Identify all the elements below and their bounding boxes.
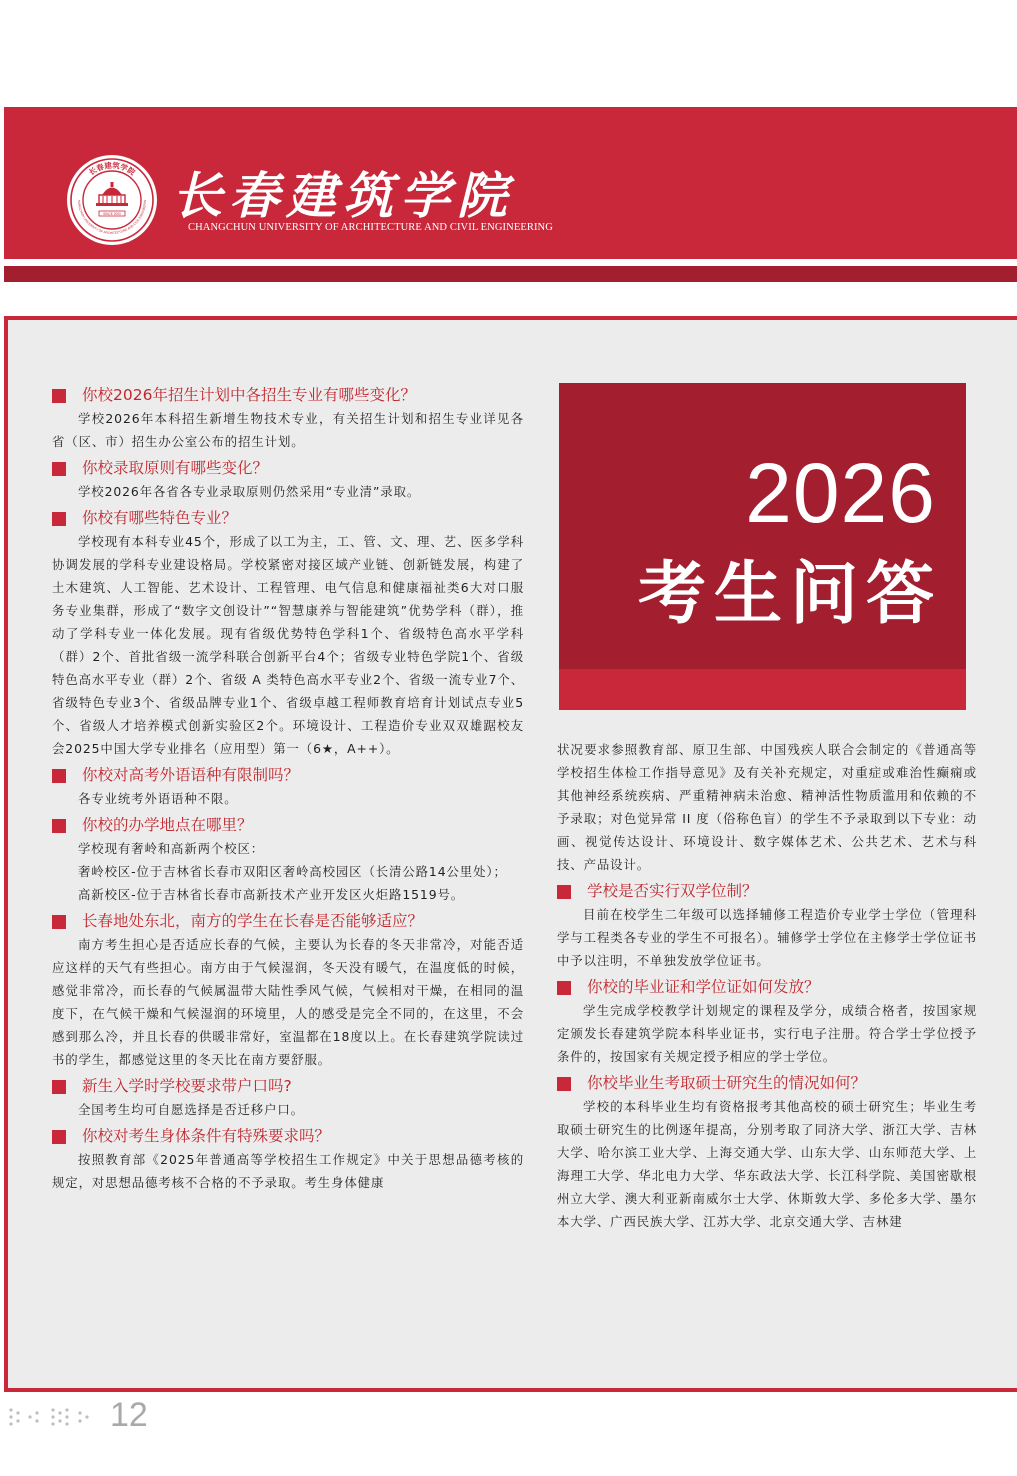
red-square-bullet-icon [52, 769, 66, 783]
red-square-bullet-icon [52, 819, 66, 833]
answer-paragraph: 南方考生担心是否适应长春的气候，主要认为长春的冬天非常冷，对能否适应这样的天气有些担心。南方由于气候湿润，冬天没有暖气，在温度低的时候，感觉非常冷，而长春的气候属温带大陆性季风气候，气候相对干燥，在相同的温度下，在气候干燥和气候湿润的环境里，人的感受是完全不同的，在这里，不会感到那么冷，并且长春的供暖非常好，室温都在18度以上。在长春建筑学院读过书的学生，都感觉这里的冬天比在南方要舒服。 [52, 937, 524, 1067]
university-name-english: CHANGCHUN UNIVERSITY OF ARCHITECTURE AND CIVIL ENGINEERING [188, 222, 553, 233]
answer-paragraph: 学校2026年各省各专业录取原则仍然采用“专业清”录取。 [78, 484, 421, 499]
answer-paragraph: 高新校区-位于吉林省长春市高新技术产业开发区火炬路1519号。 [78, 887, 465, 902]
red-square-bullet-icon [52, 462, 66, 476]
question-heading [52, 764, 524, 787]
answer-paragraph: 学校的本科毕业生均有资格报考其他高校的硕士研究生；毕业生考取硕士研究生的比例逐年提高，分别考取了同济大学、浙江大学、吉林大学、哈尔滨工业大学、上海交通大学、山东大学、山东师范大学、上海理工大学、华北电力大学、华东政法大学、长江科学院、美国密歇根州立大学、澳大利亚新南威尔士大学、休斯敦大学、多伦多大学、墨尔本大学、广西民族大学、江苏大学、北京交通大学、吉林建 [557, 1099, 977, 1229]
seal-ring-text: HANGCHUN UNIVERSITY OF ARCHITECTURE AND CIVIL ENGINEERIN [76, 199, 148, 236]
feature-band [559, 669, 966, 710]
question-text: 你校的办学地点在哪里？ [82, 816, 253, 834]
university-name-title: 长春建筑学院 [172, 166, 514, 225]
question-text: 你校对高考外语语种有限制吗？ [82, 766, 300, 784]
answer-paragraph: 奢岭校区-位于吉林省长春市双阳区奢岭高校园区（长清公路14公里处）； [78, 864, 507, 879]
red-square-bullet-icon [52, 512, 66, 526]
answer-paragraph: 各专业统考外语语种不限。 [78, 791, 238, 806]
question-text: 你校录取原则有哪些变化？ [82, 459, 269, 477]
red-square-bullet-icon [52, 1080, 66, 1094]
page-number: 12 [110, 1396, 148, 1434]
question-heading [557, 880, 977, 903]
question-text: 新生入学时学校要求带户口吗? [82, 1077, 292, 1095]
seal-title-text: 长春建筑学院 [87, 160, 137, 178]
feature-block [559, 383, 966, 710]
question-text: 你校2026年招生计划中各招生专业有哪些变化？ [82, 386, 416, 404]
question-heading [557, 1072, 977, 1095]
answer-paragraph: 学校现有奢岭和高新两个校区： [78, 841, 265, 856]
red-square-bullet-icon [557, 981, 571, 995]
answer-paragraph: 学校现有本科专业45个，形成了以工为主，工、管、文、理、艺、医多学科协调发展的学科专业建设格局。学校紧密对接区域产业链、创新链发展，构建了土木建筑、人工智能、艺术设计、工程管理、电气信息和健康福祉类6大对口服务专业集群，形成了“数字文创设计”“智慧康养与智能建筑”优势学科（群），推动了学科专业一体化发展。现有省级优势特色学科1个、省级特色高水平学科（群）2个、首批省级一流学科联合创新平台4个；省级专业特色学院1个、省级特色高水平专业（群）2个、省级 A 类特色高水平专业2个、省级一流专业7个、省级特色专业3个、省级品牌专业1个、省级卓越工程师教育培育计划试点专业5个、省级人才培养模式创新实验区2个。环境设计、工程造价专业双双雄踞校友会2025中国大学专业排名（应用型）第一（6★，A++）。 [52, 534, 524, 756]
question-text: 你校的毕业证和学位证如何发放？ [587, 978, 820, 996]
red-square-bullet-icon [557, 1077, 571, 1091]
answer-paragraph: 全国考生均可自愿选择是否迁移户口。 [78, 1102, 304, 1117]
header-strip [4, 266, 1017, 282]
seal-since-text: SINCE 2000 [103, 212, 121, 216]
question-heading [557, 976, 977, 999]
question-text: 你校有哪些特色专业？ [82, 509, 238, 527]
question-heading [52, 910, 524, 933]
feature-title: 考生问答 [637, 555, 942, 634]
question-heading [52, 1125, 524, 1148]
question-text: 学校是否实行双学位制？ [587, 882, 758, 900]
answer-paragraph: 目前在校学生二年级可以选择辅修工程造价专业学士学位（管理科学与工程类各专业的学生不可报名）。辅修学士学位在主修学士学位证书中予以注明，不单独发放学位证书。 [557, 907, 977, 968]
answer-paragraph: 学校2026年本科招生新增生物技术专业，有关招生计划和招生专业详见各省（区、市）招生办公室公布的招生计划。 [52, 411, 524, 449]
question-heading [52, 814, 524, 837]
university-seal-icon [66, 154, 158, 246]
red-square-bullet-icon [557, 885, 571, 899]
question-text: 长春地处东北，南方的学生在长春是否能够适应？ [82, 912, 424, 930]
question-text: 你校毕业生考取硕士研究生的情况如何？ [587, 1074, 867, 1092]
right-column [557, 738, 977, 1233]
answer-paragraph: 状况要求参照教育部、原卫生部、中国残疾人联合会制定的《普通高等学校招生体检工作指导意见》及有关补充规定，对重症或难治性癫痫或其他神经系统疾病、严重精神病未治愈、精神活性物质滥用和依赖的不予录取；对色觉异常 II 度（俗称色盲）的学生不予录取到以下专业：动画、视觉传达设计、环境设计、数字媒体艺术、公共艺术、艺术与科技、产品设计。 [557, 742, 977, 872]
decorative-dots-icon [8, 1406, 94, 1428]
question-heading [52, 507, 524, 530]
answer-paragraph: 学生完成学校教学计划规定的课程及学分，成绩合格者，按国家规定颁发长春建筑学院本科毕业证书，实行电子注册。符合学士学位授予条件的，按国家有关规定授予相应的学士学位。 [557, 1003, 977, 1064]
question-heading [52, 1075, 524, 1098]
feature-year: 2026 [745, 446, 936, 540]
red-square-bullet-icon [52, 915, 66, 929]
red-square-bullet-icon [52, 1130, 66, 1144]
question-heading [52, 384, 524, 407]
left-column [52, 384, 524, 1194]
answer-paragraph: 按照教育部《2025年普通高等学校招生工作规定》中关于思想品德考核的规定，对思想品德考核不合格的不予录取。考生身体健康 [52, 1152, 524, 1190]
question-text: 你校对考生身体条件有特殊要求吗？ [82, 1127, 331, 1145]
red-square-bullet-icon [52, 389, 66, 403]
question-heading [52, 457, 524, 480]
